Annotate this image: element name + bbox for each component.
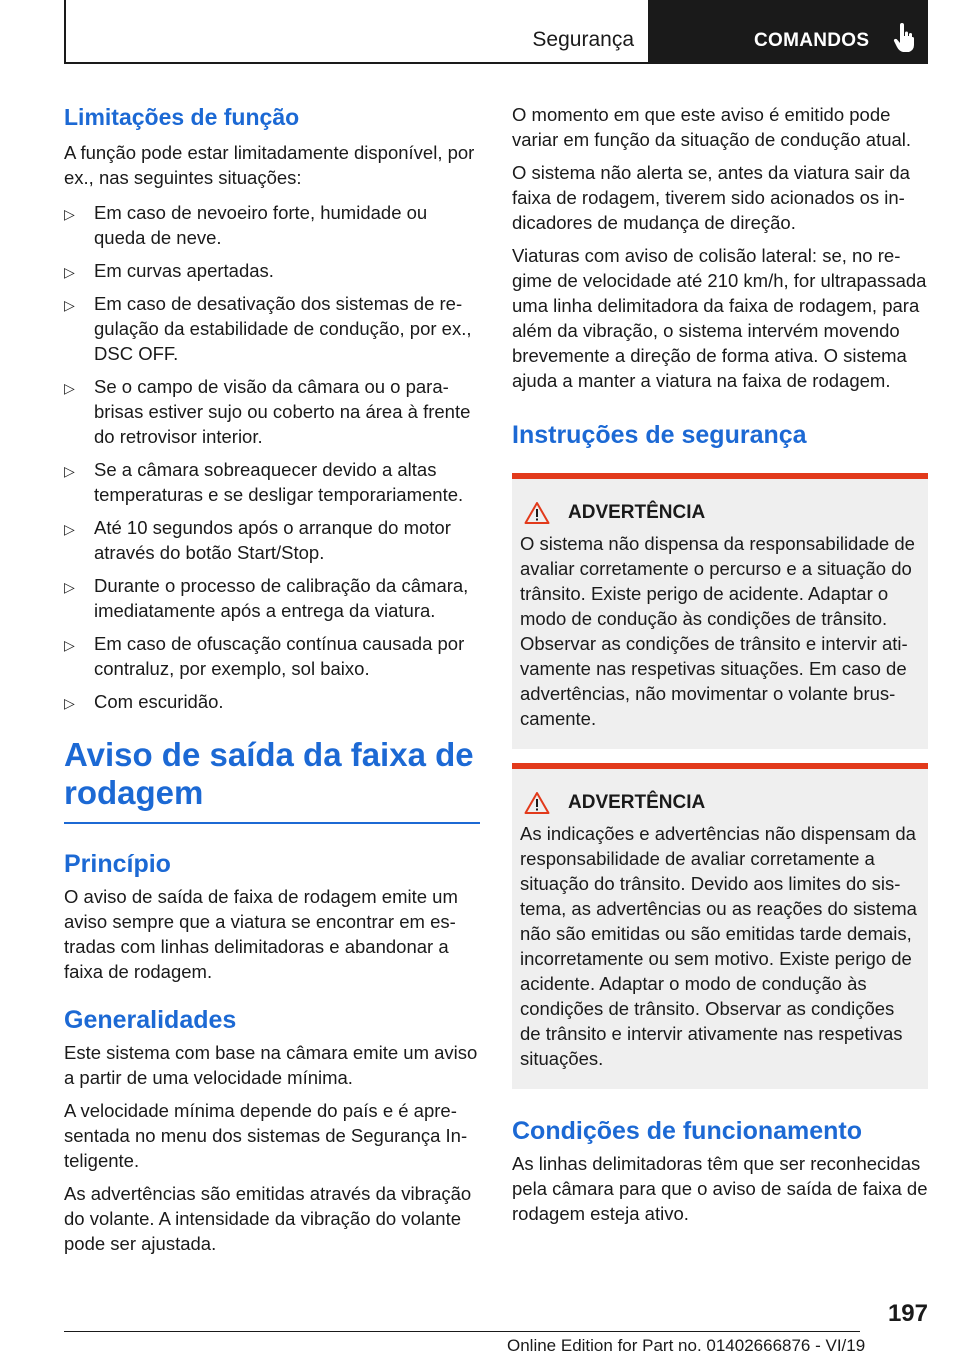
triangle-bullet-icon: ▷ — [64, 695, 75, 711]
right-paragraph-2: O sistema não alerta se, antes da viatura sair da faixa de rodagem, tiverem sido acionados os indicadores de mudança de direção. — [512, 162, 910, 233]
list-item-text: Em caso de ofuscação contínua causada por contraluz, por exemplo, sol baixo. — [94, 633, 465, 679]
hand-pointer-icon — [892, 22, 916, 54]
list-item — [64, 374, 480, 449]
list-item — [64, 689, 480, 714]
list-item-text: Com escuridão. — [94, 691, 224, 712]
limitacoes-intro: A função pode estar limitadamente disponível, por ex., nas seguintes situações: — [64, 142, 475, 188]
generalidades-paragraph-1: Este sistema com base na câmara emite um aviso a partir de uma velocidade mínima. — [64, 1042, 478, 1088]
chapter-tab — [650, 0, 928, 64]
limitacoes-list — [64, 200, 480, 714]
edition-text: Online Edition for Part no. 01402666876 - VI/19 — [507, 1336, 866, 1355]
principio-text: O aviso de saída de faixa de rodagem emite um aviso sempre que a viatura se encontrar em estradas com linhas delimitadoras e abandonar a faixa de rodagem. — [64, 886, 458, 982]
condicoes-text: As linhas delimitadoras têm que ser reconhecidas pela câmara para que o aviso de saída de faixa de rodagem esteja ativo. — [512, 1153, 928, 1224]
list-item — [64, 200, 480, 250]
list-item — [64, 457, 480, 507]
triangle-bullet-icon: ▷ — [64, 264, 75, 280]
triangle-bullet-icon: ▷ — [64, 380, 75, 396]
list-item — [64, 515, 480, 565]
warning-triangle-icon — [524, 791, 550, 815]
list-item-text: Se a câmara sobreaquecer devido a altas temperaturas e se desligar temporariamente. — [94, 459, 464, 505]
list-item-text: Durante o processo de calibração da câmara, imediatamente após a entrega da viatura. — [94, 575, 469, 621]
main-section-title: Aviso de saída da faixa de rodagem — [64, 736, 474, 811]
triangle-bullet-icon: ▷ — [64, 206, 75, 222]
warning-box-2 — [512, 763, 928, 1089]
section-title: Segurança — [532, 28, 634, 51]
list-item — [64, 573, 480, 623]
header-section-box — [64, 0, 650, 64]
page-number: 197 — [887, 1300, 928, 1327]
footer-divider — [64, 1331, 860, 1332]
limitacoes-heading: Limitações de função — [64, 104, 300, 130]
principio-heading: Princípio — [64, 850, 171, 878]
chapter-tab-label: COMANDOS — [754, 30, 870, 51]
generalidades-paragraph-2: A velocidade mínima depende do país e é apresentada no menu dos sistemas de Segurança Inteligente. — [64, 1100, 468, 1171]
generalidades-heading: Generalidades — [64, 1006, 237, 1034]
list-item-text: Até 10 segundos após o arranque do motor através do botão Start/Stop. — [94, 517, 451, 563]
warning-text: As indicações e advertências não dispensam da responsabilidade de avaliar corretamente a situação do trânsito. Devido aos limites do sistema, as advertências ou as reações do sistema não são emitidas ou são emitidas tarde demais, incorretamente ou sem motivo. Existe perigo de acidente. Adaptar o modo de condução às condições de trânsito. Observar as condições de trânsito e intervir ativamente nas respetivas situações. — [520, 823, 917, 1069]
instrucoes-heading: Instruções de segurança — [512, 421, 807, 449]
right-paragraph-3: Viaturas com aviso de colisão lateral: se, no regime de velocidade até 210 km/h, for ultrapassada uma linha delimitadora da faixa de rodagem, para além da vibração, o sistema intervém movendo brevemente a direção de forma ativa. O sistema ajuda a manter a viatura na faixa de rodagem. — [512, 245, 927, 391]
left-column — [64, 102, 480, 1256]
list-item-text: Em curvas apertadas. — [94, 260, 274, 281]
generalidades-paragraph-3: As advertências são emitidas através da vibração do volante. A intensidade da vibração do volante pode ser ajustada. — [64, 1183, 472, 1254]
section-divider — [64, 822, 480, 824]
triangle-bullet-icon: ▷ — [64, 579, 75, 595]
warning-text: O sistema não dispensa da responsabilidade de avaliar corretamente o percurso e a situação do trânsito. Existe perigo de acidente. Adaptar o modo de condução às condições de trânsito. Observar as condições de trânsito e intervir ativamente nas respetivas situações. Em caso de advertências, não movimentar o volante bruscamente. — [520, 533, 915, 729]
triangle-bullet-icon: ▷ — [64, 297, 75, 313]
warning-box-1 — [512, 473, 928, 749]
triangle-bullet-icon: ▷ — [64, 463, 75, 479]
list-item-text: Em caso de desativação dos sistemas de regulação da estabilidade de condução, por ex., DSC OFF. — [94, 293, 472, 364]
warning-header — [520, 791, 920, 815]
warning-header — [520, 501, 920, 525]
list-item-text: Em caso de nevoeiro forte, humidade ou queda de neve. — [94, 202, 428, 248]
triangle-bullet-icon: ▷ — [64, 637, 75, 653]
right-column — [512, 102, 928, 1226]
warning-title: ADVERTÊNCIA — [568, 792, 706, 813]
list-item-text: Se o campo de visão da câmara ou o para-brisas estiver sujo ou coberto na área à frente do retrovisor interior. — [94, 376, 471, 447]
right-paragraph-1: O momento em que este aviso é emitido pode variar em função da situação de condução atual. — [512, 104, 912, 150]
condicoes-heading: Condições de funcionamento — [512, 1117, 863, 1145]
triangle-bullet-icon: ▷ — [64, 521, 75, 537]
list-item — [64, 631, 480, 681]
list-item — [64, 291, 480, 366]
warning-title: ADVERTÊNCIA — [568, 502, 706, 523]
warning-triangle-icon — [524, 501, 550, 525]
list-item — [64, 258, 480, 283]
